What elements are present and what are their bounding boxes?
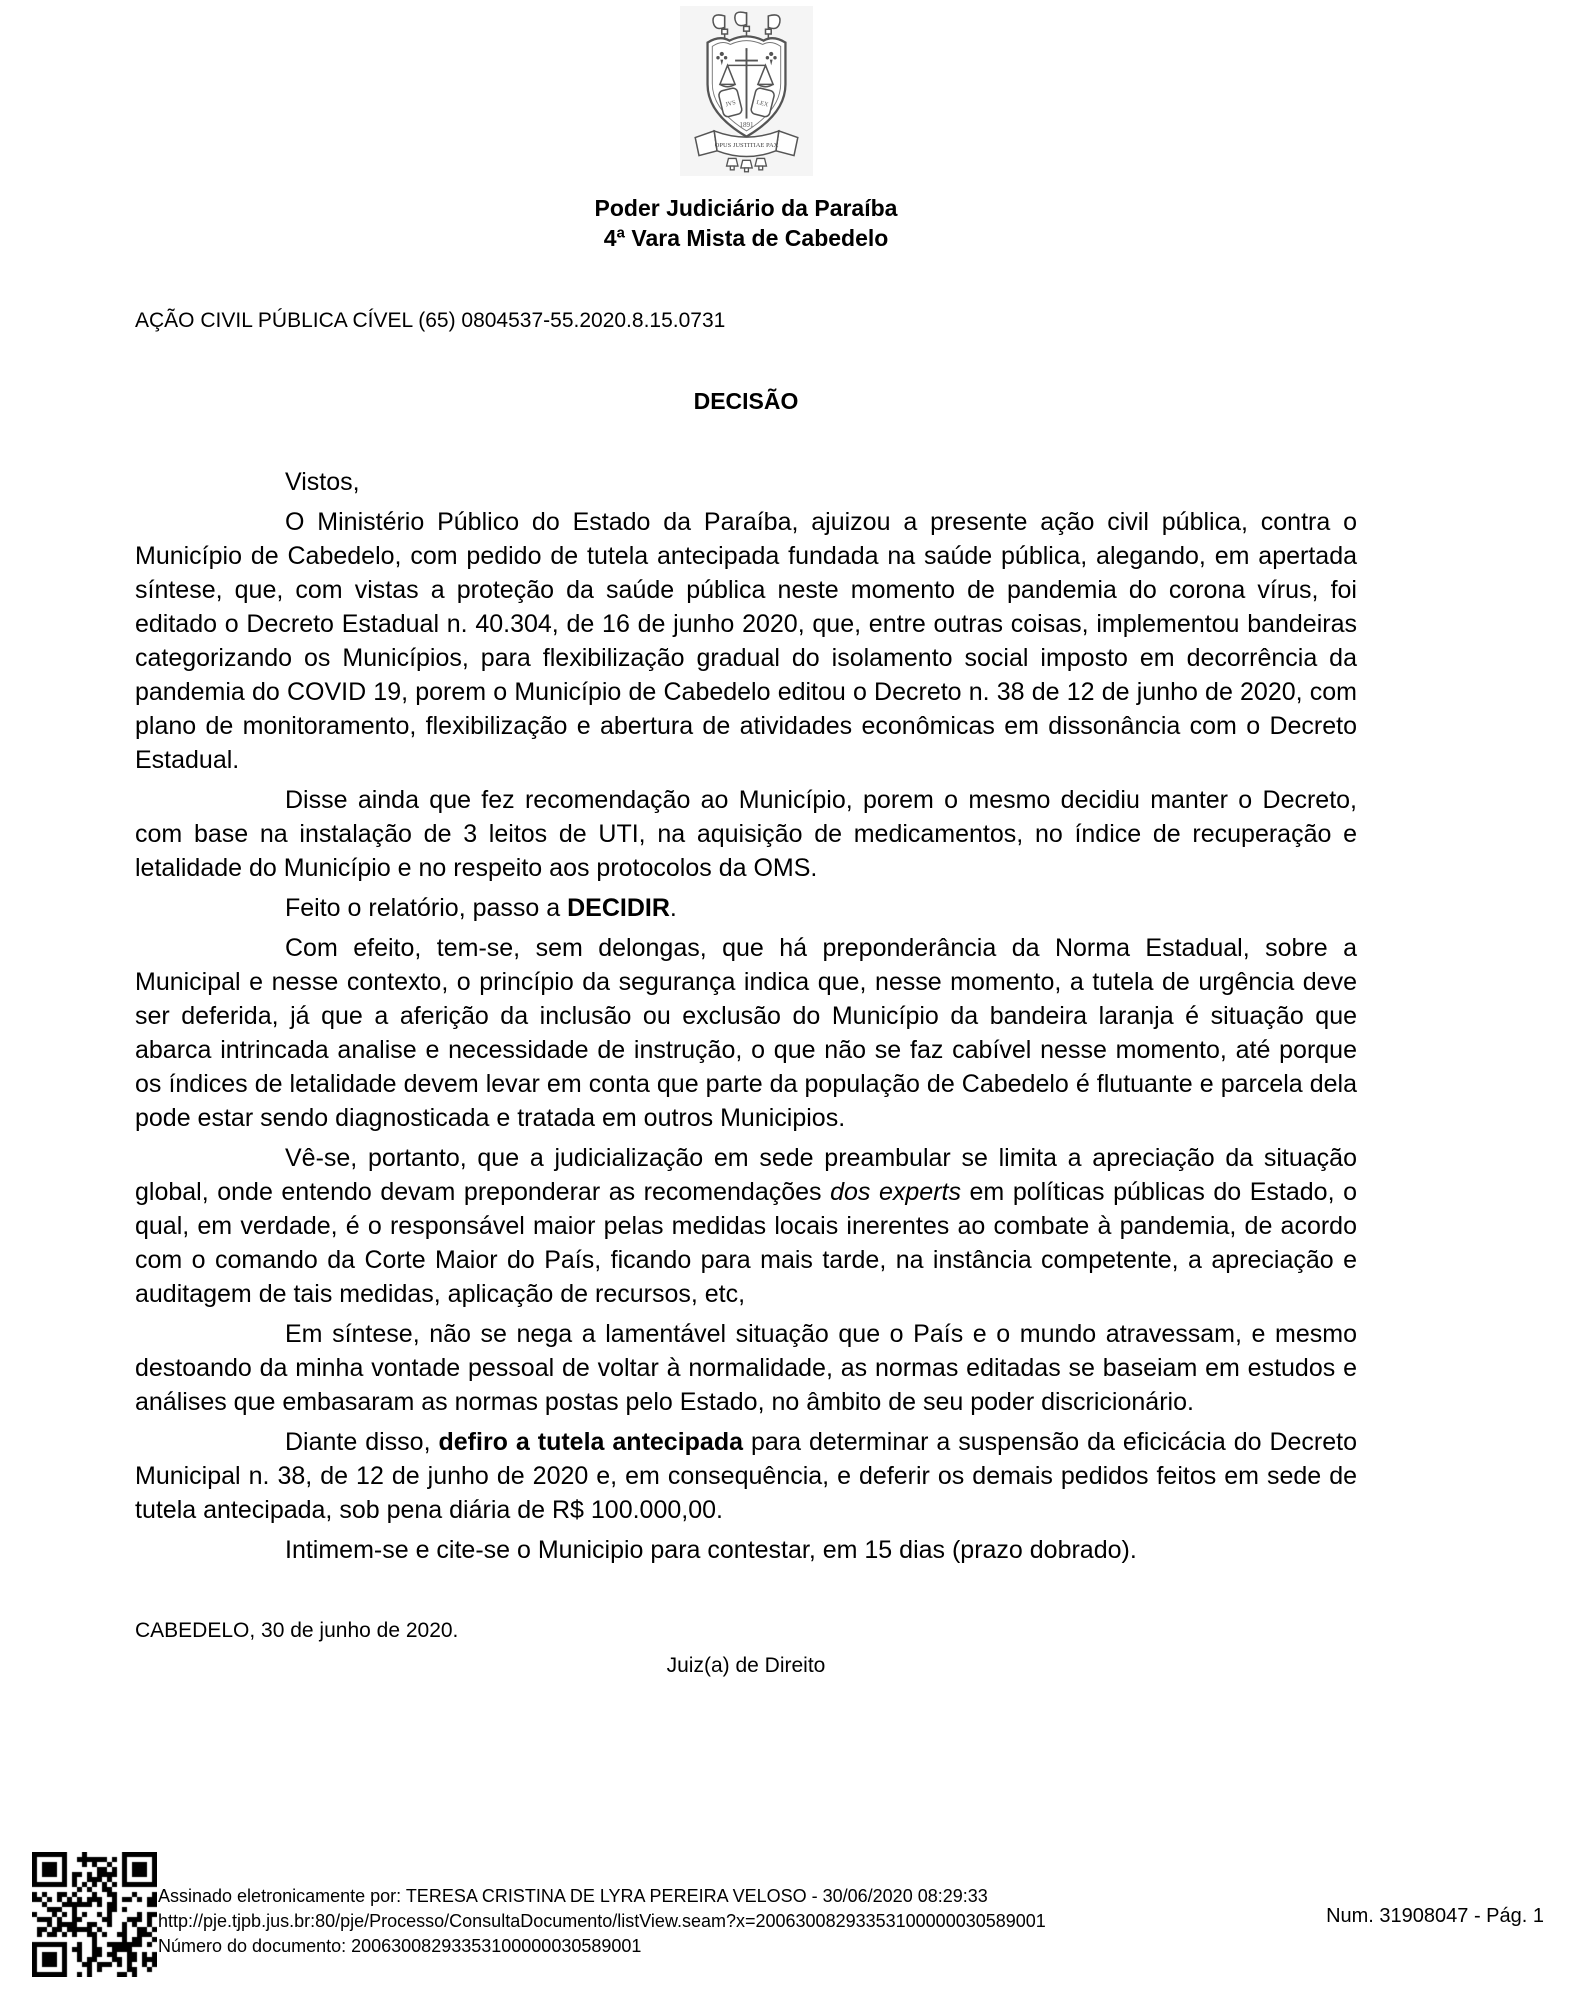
court-division: 4ª Vara Mista de Cabedelo	[603, 225, 889, 251]
document-url: http://pje.tjpb.jus.br:80/pje/Processo/ConsultaDocumento/listView.seam?x=20063008293353100000030589001	[158, 1911, 1046, 1931]
signoff-signer-role: Juiz(a) de Direito	[666, 1654, 826, 1677]
court-name: Poder Judiciário da Paraíba	[594, 195, 898, 221]
case-number: AÇÃO CIVIL PÚBLICA CÍVEL (65) 0804537-55.2020.8.15.0731	[135, 309, 726, 332]
qr-code	[32, 1852, 157, 1977]
tablet-left-text: JVS	[724, 100, 737, 109]
decision-title: DECISÃO	[693, 388, 799, 414]
coat-of-arms-icon	[680, 6, 813, 176]
tablet-right-text: LEX	[755, 99, 769, 109]
decision-body	[135, 465, 1357, 1567]
paragraph: Com efeito, tem-se, sem delongas, que há preponderância da Norma Estadual, sobre a Municipal e nesse contexto, o princípio da segurança indica que, nesse momento, a tutela de urgência deve ser deferida, já que a aferição da inclusão ou exclusão do Município da bandeira laranja é situação que abarca intrincada analise e necessidade de instrução, o que não se faz cabível nesse momento, até porque os índices de letalidade devem levar em conta que parte da população de Cabedelo é flutuante e parcela dela pode estar sendo diagnosticada e tratada em outros Municipios.	[135, 934, 1357, 1132]
crest-year: 1891	[738, 121, 754, 130]
page-reference: Num. 31908047 - Pág. 1	[1326, 1905, 1544, 1927]
paragraph: Intimem-se e cite-se o Municipio para contestar, em 15 dias (prazo dobrado).	[285, 1536, 1137, 1564]
header	[135, 0, 1357, 253]
crest-motto: OPUS JUSTITIAE PAX	[714, 142, 778, 150]
document-number: Número do documento: 20063008293353100000030589001	[158, 1936, 642, 1956]
paragraph: Vê-se, portanto, que a judicialização em sede preambular se limita a apreciação da situação global, onde entendo devam preponderar as recomendações dos experts em políticas públicas do Estado, o qual, em verdade, é o responsável maior pelas medidas locais inerentes ao combate à pandemia, de acordo com o comando da Corte Maior do País, ficando para mais tarde, na instância competente, a apreciação e auditagem de tais medidas, aplicação de recursos, etc,	[135, 1144, 1357, 1308]
paragraph: O Ministério Público do Estado da Paraíba, ajuizou a presente ação civil pública, contra o Município de Cabedelo, com pedido de tutela antecipada fundada na saúde pública, alegando, em apertada síntese, que, com vistas a proteção da saúde pública neste momento de pandemia do corona vírus, foi editado o Decreto Estadual n. 40.304, de 16 de junho 2020, que, entre outras coisas, implementou bandeiras categorizando os Municípios, para flexibilização gradual do isolamento social imposto em decorrência da pandemia do COVID 19, porem o Município de Cabedelo editou o Decreto n. 38 de 12 de junho de 2020, com plano de monitoramento, flexibilização e abertura de atividades econômicas em dissonância com o Decreto Estadual.	[135, 508, 1357, 774]
signature-line: Assinado eletronicamente por: TERESA CRISTINA DE LYRA PEREIRA VELOSO - 30/06/2020 08:29:33	[158, 1886, 988, 1906]
paragraph: Feito o relatório, passo a DECIDIR.	[285, 894, 677, 922]
paragraph: Em síntese, não se nega a lamentável situação que o País e o mundo atravessam, e mesmo destoando da minha vontade pessoal de voltar à normalidade, as normas editadas se baseiam em estudos e análises que embasaram as normas postas pelo Estado, no âmbito de seu poder discricionário.	[135, 1320, 1357, 1416]
signature-block	[158, 1884, 1158, 1959]
paragraph: Vistos,	[285, 468, 360, 496]
court-crest	[680, 6, 813, 176]
paragraph: Diante disso, defiro a tutela antecipada para determinar a suspensão da eficicácia do Decreto Municipal n. 38, de 12 de junho de 2020 e, em consequência, e deferir os demais pedidos feitos em sede de tutela antecipada, sob pena diária de R$ 100.000,00.	[135, 1428, 1358, 1524]
paragraph: Disse ainda que fez recomendação ao Município, porem o mesmo decidiu manter o Decreto, com base na instalação de 3 leitos de UTI, na aquisição de medicamentos, no índice de recuperação e letalidade do Município e no respeito aos protocolos da OMS.	[135, 786, 1357, 882]
signoff-place-date: CABEDELO, 30 de junho de 2020.	[135, 1619, 459, 1642]
